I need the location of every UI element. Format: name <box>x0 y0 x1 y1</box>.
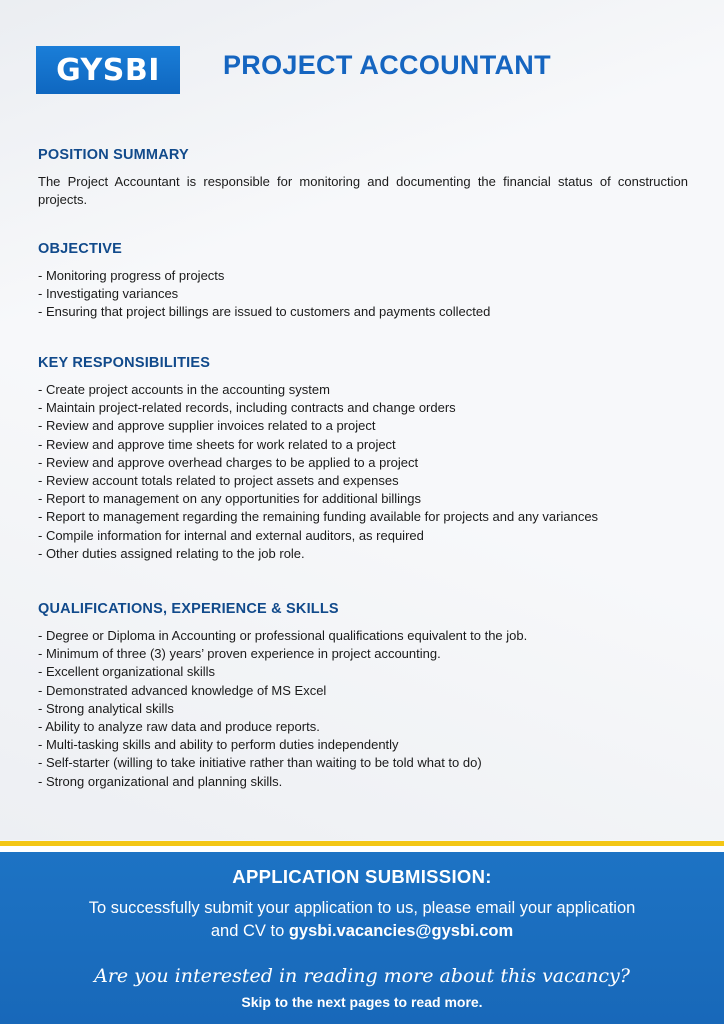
list-item: - Investigating variances <box>38 286 179 302</box>
list-item: - Demonstrated advanced knowledge of MS Excel <box>38 682 327 698</box>
key-responsibilities-section <box>38 355 688 563</box>
list-item: - Maintain project-related records, including contracts and change orders <box>38 400 456 416</box>
list-item: - Ability to analyze raw data and produce reports. <box>38 719 320 735</box>
logo-text: GYSBI <box>56 52 160 88</box>
email-link[interactable]: gysbi.vacancies@gysbi.com <box>288 922 514 940</box>
list-item: - Self-starter (willing to take initiative rather than waiting to be told what to do) <box>38 755 482 771</box>
list-item: - Minimum of three (3) years’ proven experience in project accounting. <box>38 646 441 662</box>
gysbi-logo <box>36 46 180 94</box>
qualifications-heading: QUALIFICATIONS, EXPERIENCE & SKILLS <box>38 601 339 617</box>
list-item: - Degree or Diploma in Accounting or professional qualifications equivalent to the job. <box>38 628 528 643</box>
position-summary-text: The Project Accountant is responsible for monitoring and documenting the financial status of construction projects. <box>38 174 688 207</box>
list-item: - Review and approve supplier invoices related to a project <box>38 418 376 434</box>
application-instructions <box>20 897 704 943</box>
list-item: - Excellent organizational skills <box>38 664 216 680</box>
list-item: - Review and approve overhead charges to be applied to a project <box>38 454 419 470</box>
key-responsibilities-list <box>38 381 688 563</box>
list-item: - Review account totals related to project assets and expenses <box>38 473 399 489</box>
vacancy-question: Are you interested in reading more about this vacancy? <box>94 965 630 987</box>
list-item: - Create project accounts in the accounting system <box>38 382 330 397</box>
page-title: PROJECT ACCOUNTANT <box>223 50 551 80</box>
list-item: - Review and approve time sheets for work related to a project <box>38 436 396 452</box>
list-item: - Multi-tasking skills and ability to perform duties independently <box>38 737 399 753</box>
list-item: - Report to management regarding the remaining funding available for projects and any variances <box>38 509 599 525</box>
key-responsibilities-heading: KEY RESPONSIBILITIES <box>38 355 211 371</box>
next-pages-note: Skip to the next pages to read more. <box>241 994 483 1010</box>
application-heading: APPLICATION SUBMISSION: <box>232 866 492 887</box>
instructions-line-2: and CV to <box>210 922 289 940</box>
list-item: - Monitoring progress of projects <box>38 268 225 283</box>
application-footer <box>0 852 724 1024</box>
position-summary-heading: POSITION SUMMARY <box>38 147 189 163</box>
list-item: - Other duties assigned relating to the job role. <box>38 545 305 561</box>
qualifications-section <box>38 601 688 791</box>
objective-list <box>38 267 688 322</box>
position-summary-section <box>38 147 688 209</box>
list-item: - Strong analytical skills <box>38 700 174 716</box>
objective-section <box>38 241 688 322</box>
list-item: - Report to management on any opportunities for additional billings <box>38 491 422 507</box>
list-item: - Ensuring that project billings are issued to customers and payments collected <box>38 304 491 320</box>
qualifications-list <box>38 627 688 791</box>
objective-heading: OBJECTIVE <box>38 241 122 257</box>
list-item: - Compile information for internal and external auditors, as required <box>38 527 424 543</box>
list-item: - Strong organizational and planning skills. <box>38 773 283 789</box>
instructions-line-1: To successfully submit your application to us, please email your application <box>88 899 636 917</box>
